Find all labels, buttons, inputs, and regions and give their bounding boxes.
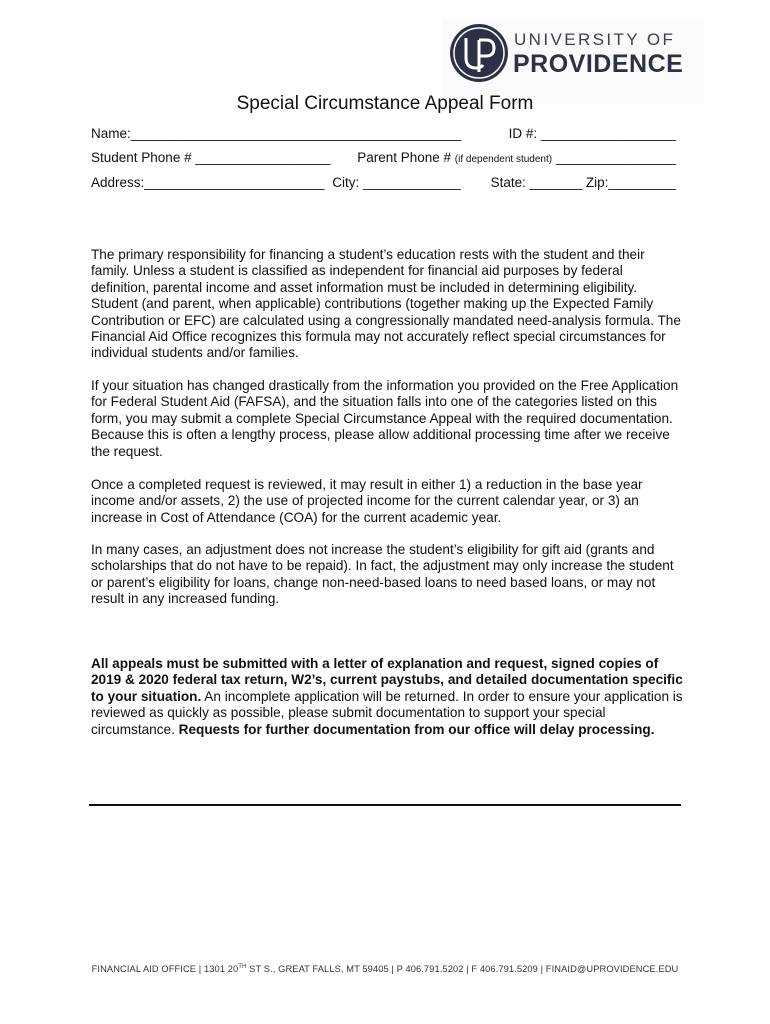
logo-line-2: PROVIDENCE [513, 50, 684, 78]
up-monogram-icon [448, 22, 510, 84]
paragraph-2: If your situation has changed drastically from the information you provided on the Free Application for Federal Student Aid (FAFSA), and the situation falls into one of the categories listed on this form, you may submit a complete Special Circumstance Appeal with the required documentation. Because this is often a lengthy process, please allow additional processing time after we receive the request. [91, 378, 679, 459]
footer-part-2: ST S., GREAT FALLS, MT 59405 | P 406.791.5202 | F 406.791.5209 | FINAID@UPROVIDENCE.EDU [246, 964, 679, 974]
city-field[interactable]: City: _____________ [332, 175, 461, 190]
university-logo [442, 20, 704, 104]
paragraph-3: Once a completed request is reviewed, it may result in either 1) a reduction in the base year income and/or assets, 2) the use of projected income for the current calendar year, or 3) an increase in Cost of Attendance (COA) for the current academic year. [91, 477, 643, 525]
parent-phone-blank: ________________ [555, 150, 676, 165]
paragraph-1: The primary responsibility for financing a student’s education rests with the student and their family. Unless a student is classified as independent for financial aid purposes by federal definition, parental income and asset information must be included in determining eligibility. Student (and parent, when applicable) contributions (together making up the Expected Family Contribution or EFC) are calculated using a congressionally mandated need-analysis formula. The Financial Aid Office recognizes this formula may not accurately reflect special circumstances for individual students and/or families. [91, 247, 681, 361]
paragraph-4: In many cases, an adjustment does not increase the student’s eligibility for gift aid (grants and scholarships that do not have to be repaid). In fact, the adjustment may only increase the student or parent’s eligibility for loans, change non-need-based loans to need based loans, or may not result in any increased funding. [91, 542, 674, 607]
horizontal-divider [89, 804, 681, 806]
notice-normal: An incomplete application will be returned. In order to ensure your application is reviewed as quickly as possible, please submit documentation to support your special circumstance. [91, 688, 683, 737]
paragraph-responsibility [91, 247, 683, 362]
footer-contact [0, 964, 770, 974]
footer-part-1: FINANCIAL AID OFFICE | 1301 20 [91, 964, 239, 974]
paragraph-situation [91, 378, 683, 460]
footer-sup: TH [238, 964, 247, 970]
parent-phone-label: Parent Phone # [357, 150, 452, 165]
form-row-phone [91, 150, 676, 165]
student-phone-field[interactable]: Student Phone # __________________ [91, 150, 331, 165]
address-field[interactable]: Address:________________________ [91, 175, 325, 190]
name-field[interactable]: Name:____________________________________________ [91, 126, 462, 141]
logo-line-1: UNIVERSITY OF [514, 30, 676, 49]
id-field[interactable]: ID #: __________________ [508, 126, 676, 141]
form-row-address [91, 175, 676, 190]
parent-phone-field[interactable] [357, 150, 676, 165]
notice-bold-2: Requests for further documentation from our office will delay processing. [178, 721, 655, 737]
state-zip-field[interactable]: State: _______ Zip:_________ [490, 175, 676, 190]
form-row-name [91, 126, 676, 141]
parent-phone-note: (if dependent student) [454, 154, 553, 165]
notice-bold-1: All appeals must be submitted with a letter of explanation and request, signed copies of 2019 & 2020 federal tax return, W2’s, current paystubs, and detailed documentation specific to your situation. [91, 656, 683, 704]
paragraph-adjustment [91, 542, 683, 608]
appeals-notice [91, 656, 683, 738]
paragraph-review [91, 477, 683, 526]
page-title: Special Circumstance Appeal Form [236, 93, 534, 114]
